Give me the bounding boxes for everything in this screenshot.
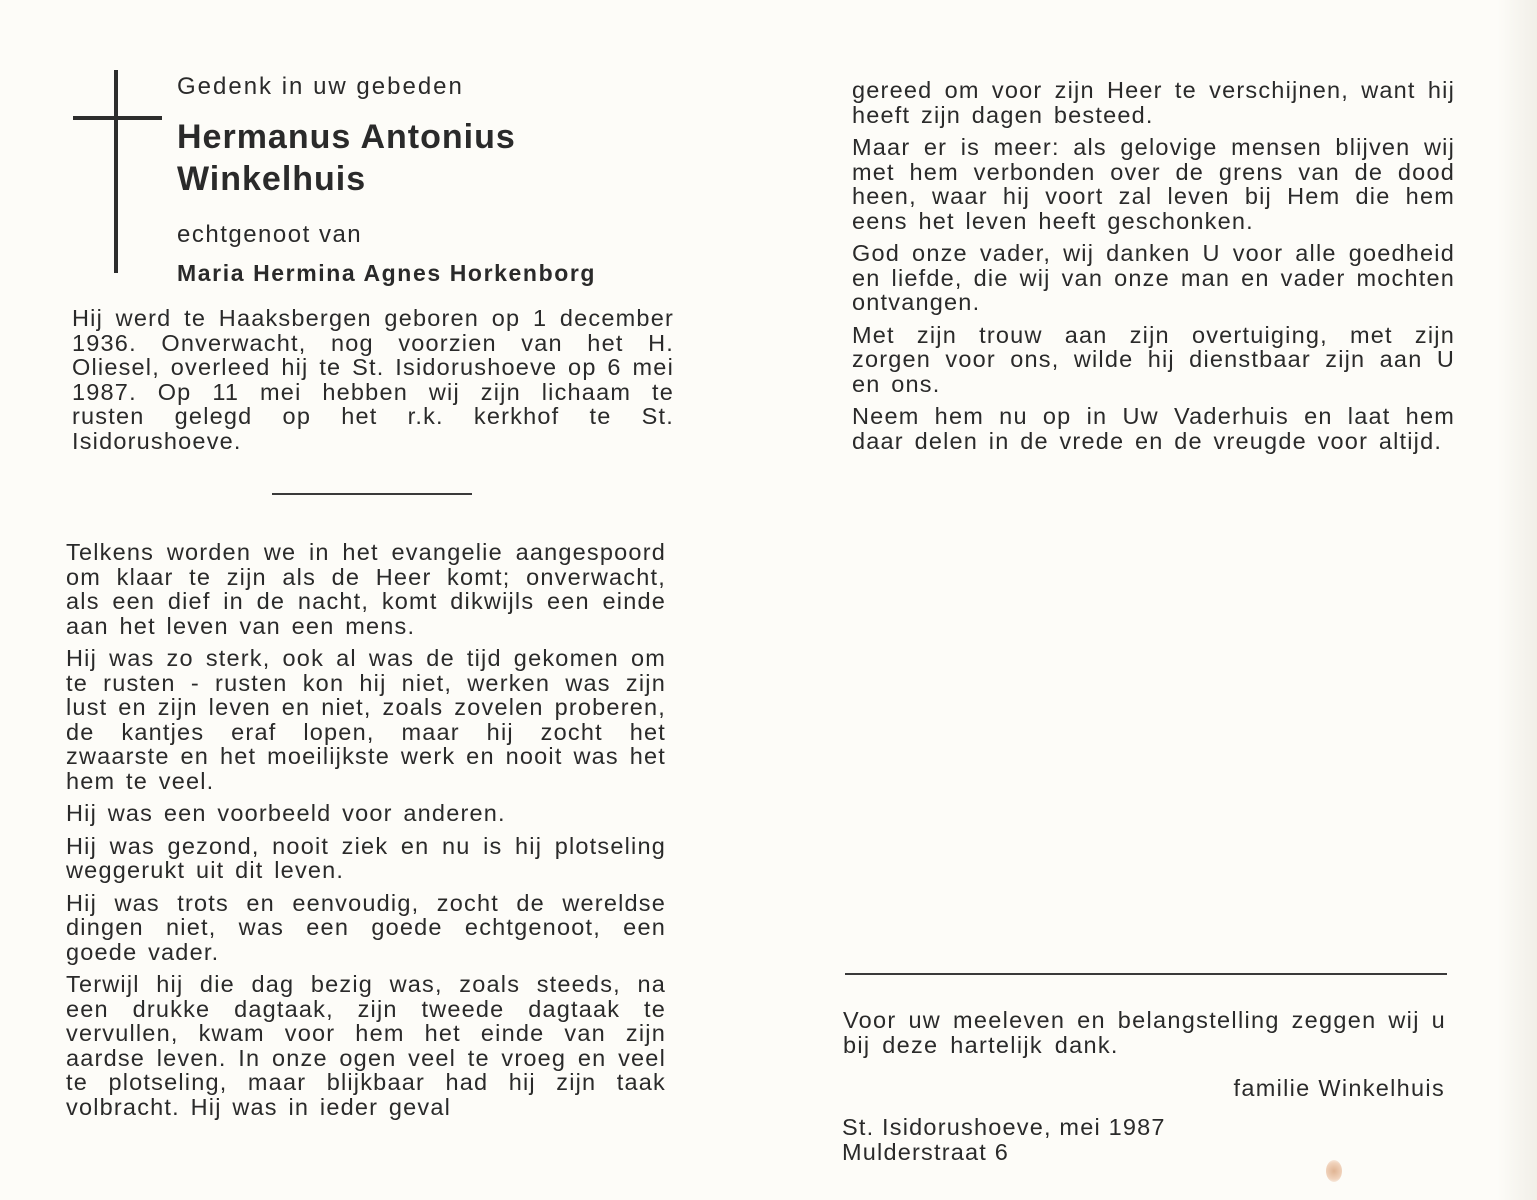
spouse-name: Maria Hermina Agnes Horkenborg <box>177 260 597 286</box>
paragraph: Hij was zo sterk, ook al was de tijd gekomen om te rusten - rusten kon hij niet, werken was zijn lust en zijn leven en niet, zoals zovelen proberen, de kantjes eraf lopen, maar hij zocht het zwaarste en het moeilijkste werk en nooit was het hem te veel. <box>66 645 666 794</box>
divider <box>272 493 472 495</box>
spouse-label: echtgenoot van <box>177 221 363 248</box>
cross-icon <box>114 70 118 273</box>
family-signature: familie Winkelhuis <box>1233 1075 1445 1101</box>
biography-text: Hij werd te Haaksbergen geboren op 1 december 1936. Onverwacht, nog voorzien van het H. Oliesel, overleed hij te St. Isidorushoeve op 6 mei 1987. Op 11 mei hebben wij zijn lichaam te rusten gelegd op het r.k. kerkhof te St. Isidorushoeve. <box>72 305 674 454</box>
paper-stain <box>1326 1160 1342 1182</box>
paragraph: Terwijl hij die dag bezig was, zoals steeds, na een drukke dagtaak, zijn tweede dagtaak te vervullen, kwam voor hem het einde van zijn aardse leven. In onze ogen veel te vroeg en veel te plotseling, maar blijkbaar had hij zijn taak volbracht. Hij was in ieder geval <box>66 971 666 1120</box>
deceased-name-line2: Winkelhuis <box>177 160 367 198</box>
deceased-name <box>177 116 657 200</box>
thanks-note: Voor uw meeleven en belangstelling zeggen wij u bij deze hartelijk dank. <box>843 1007 1446 1058</box>
remember-line: Gedenk in uw gebeden <box>177 73 464 100</box>
biography <box>72 306 674 461</box>
paragraph: Neem hem nu op in Uw Vaderhuis en laat hem daar delen in de vrede en de vreugde voor altijd. <box>852 403 1455 454</box>
right-column-text <box>852 78 1455 461</box>
card-edge <box>1497 0 1537 1200</box>
paragraph: gereed om voor zijn Heer te verschijnen, want hij heeft zijn dagen besteed. <box>852 77 1455 128</box>
paragraph: Hij was een voorbeeld voor anderen. <box>66 800 506 826</box>
paragraph: Maar er is meer: als gelovige mensen blijven wij met hem verbonden over de grens van de dood heen, waar hij voort zal leven bij Hem die hem eens het leven heeft geschonken. <box>852 134 1455 234</box>
left-column-text <box>66 540 666 1127</box>
address: Mulderstraat 6 <box>842 1139 1010 1165</box>
paragraph: Hij was trots en eenvoudig, zocht de wereldse dingen niet, was een goede echtgenoot, een goede vader. <box>66 889 666 965</box>
cross-icon-bar <box>73 116 162 120</box>
paragraph: God onze vader, wij danken U voor alle goedheid en liefde, die wij van onze man en vader mochten ontvangen. <box>852 240 1455 315</box>
paragraph: Telkens worden we in het evangelie aangespoord om klaar te zijn als de Heer komt; onverwacht, als een dief in de nacht, komt dikwijls een einde aan het leven van een mens. <box>66 539 666 639</box>
memorial-header <box>177 72 657 288</box>
place-date: St. Isidorushoeve, mei 1987 <box>842 1114 1166 1140</box>
deceased-name-line1: Hermanus Antonius <box>177 118 516 156</box>
paragraph: Hij was gezond, nooit ziek en nu is hij plotseling weggerukt uit dit leven. <box>66 832 666 883</box>
divider <box>845 973 1447 975</box>
paragraph: Met zijn trouw aan zijn overtuiging, met zijn zorgen voor ons, wilde hij dienstbaar zijn aan U en ons. <box>852 321 1455 397</box>
